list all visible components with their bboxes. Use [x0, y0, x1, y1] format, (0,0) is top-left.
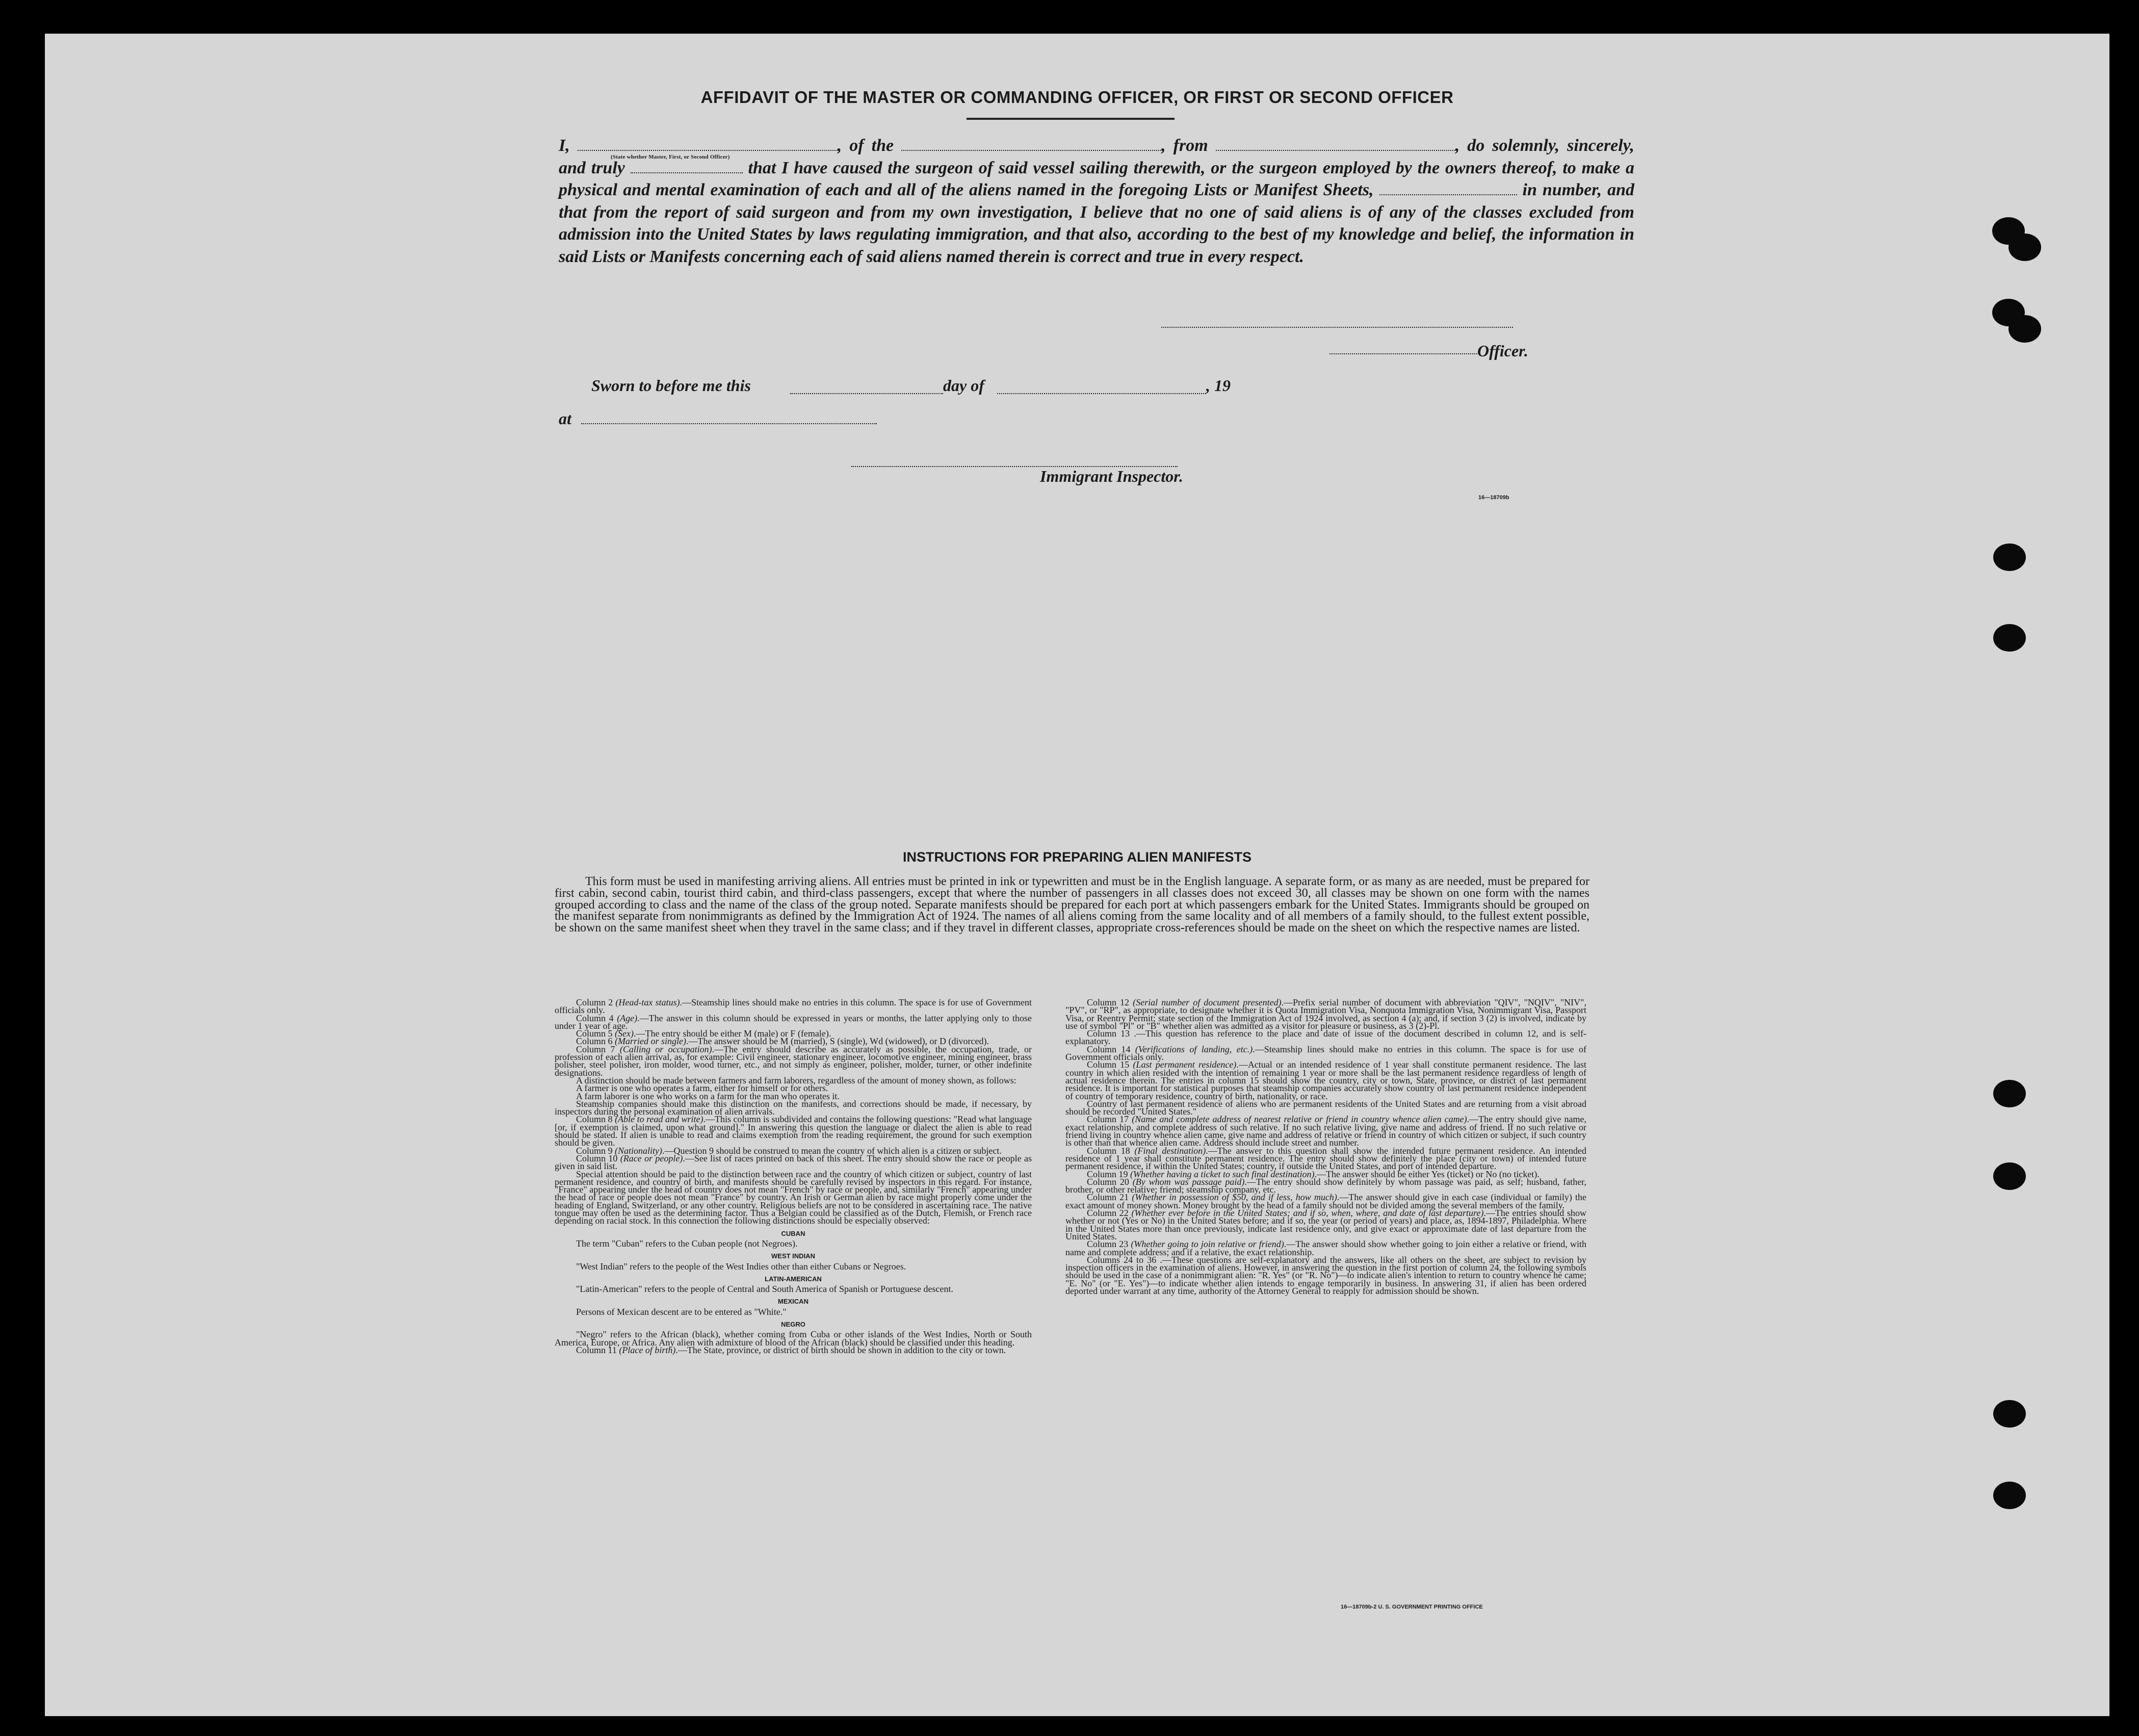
instruction-text: Steamship companies should make this distinction on the manifests, and corrections should be made, if necessary, by inspectors during the personal examination of alien arrivals. — [555, 1098, 1032, 1117]
column-number: Column 4 — [576, 1013, 617, 1023]
race-definition: "West Indian" refers to the people of the West Indies other than either Cubans or Negroes. — [576, 1261, 906, 1272]
instruction-paragraph — [555, 1046, 1032, 1077]
race-definition: "Latin-American" refers to the people of Central and South America of Spanish or Portuguese descent. — [576, 1284, 953, 1294]
affidavit-title: AFFIDAVIT OF THE MASTER OR COMMANDING OFFICER, OR FIRST OR SECOND OFFICER — [700, 88, 1454, 107]
instruction-text: .—Steamship lines should make no entries in this column. The space is for use of Government officials only. — [555, 997, 1032, 1016]
race-definition: The term "Cuban" refers to the Cuban people (not Negroes). — [576, 1238, 798, 1249]
instruction-paragraph — [1065, 1100, 1586, 1116]
column-number: Column 14 — [1087, 1044, 1135, 1054]
printing-office-footer: 16—18709b-2 U. S. GOVERNMENT PRINTING OFFICE — [1341, 1604, 1483, 1610]
race-definition: Persons of Mexican descent are to be entered as "White." — [576, 1306, 787, 1317]
column-number: Column 20 — [1087, 1176, 1133, 1187]
column-label: (Race or people) — [620, 1153, 683, 1163]
instruction-paragraph — [1065, 1061, 1586, 1100]
instruction-paragraph — [555, 1155, 1032, 1171]
instruction-paragraph — [1065, 1046, 1586, 1061]
port-from-blank[interactable] — [1216, 137, 1455, 151]
sworn-label: Sworn to before me this — [591, 376, 751, 395]
instructions-left-column — [555, 999, 1032, 1354]
instruction-paragraph — [1065, 1240, 1586, 1256]
column-label: (Able to read and write) — [615, 1114, 703, 1125]
oath-affirm-blank[interactable] — [631, 159, 743, 173]
punch-hole — [2008, 234, 2041, 261]
column-label: (Age) — [617, 1013, 638, 1023]
column-number: Column 9 — [576, 1145, 615, 1156]
instruction-text: .—The answer should show whether going to join either a relative or friend, with name and complete address; and if a relative, the exact relationship. — [1065, 1239, 1586, 1257]
column-label: (Sex) — [615, 1028, 634, 1039]
sworn-place-blank[interactable] — [581, 422, 877, 424]
instruction-text: .—This question has reference to the place and date of issue of the document described in column 12, and is self-explanatory. — [1065, 1028, 1586, 1047]
instruction-text: Special attention should be paid to the distinction between race and the country of which citizen or subject, country of last permanent residence, and country of birth, and manifests should be carefully revised by inspectors in this regard. For instance, "France" appearing under the head of country does not mean "French" by race or people, and, similarly "French" appearing under the head of race or people does not mean "France" by country. An Irish or German alien by race might properly come under the heading of England, Switzerland, or any other country. Religious beliefs are not to be considered in ascertaining race. The native tongue may often be used as the determining factor. Thus a Belgian could be classified as of the Dutch, Flemish, or French race depending on racial stock. In this connection the following distinctions should be especially observed: — [555, 1169, 1032, 1226]
sworn-month-blank[interactable] — [997, 392, 1206, 394]
punch-hole — [2008, 315, 2041, 343]
day-of-label: day of — [943, 376, 984, 395]
instruction-paragraph — [555, 1171, 1032, 1225]
column-label: (Whether going to join relative or friend) — [1131, 1239, 1284, 1250]
manifest-back-page — [45, 34, 2109, 1716]
instructions-title: INSTRUCTIONS FOR PREPARING ALIEN MANIFESTS — [902, 849, 1252, 865]
column-number: Column 2 — [576, 997, 616, 1007]
column-number: Column 7 — [576, 1044, 620, 1054]
race-heading: MEXICAN — [778, 1298, 808, 1306]
sheet-count-blank[interactable] — [1379, 181, 1517, 195]
race-heading: WEST INDIAN — [771, 1252, 815, 1260]
column-label: (Name and complete address of nearest relative or friend in country whence alien came) — [1132, 1114, 1467, 1125]
instruction-text: A farm laborer is one who works on a farm for the man who operates it. — [576, 1091, 840, 1101]
instruction-paragraph — [555, 999, 1032, 1015]
instruction-text: .—See list of races printed on back of this sheet. The entry should show the race or people as given in said list. — [555, 1153, 1032, 1172]
instruction-paragraph — [555, 1346, 1032, 1354]
vessel-name-blank[interactable] — [901, 137, 1161, 151]
column-number: Column 8 — [576, 1114, 615, 1125]
column-number: Columns 24 to 36 — [1087, 1254, 1160, 1265]
instruction-text: .—The entries should show whether or not (Yes or No) in the United States before; and if so, the year (or period of years) and place, as, 1894-1897, Philadelphia. Where in the United States more than once previously, indicate last residence only, and give exact or approximate date of last departure from the United States. — [1065, 1208, 1586, 1241]
punch-hole — [1993, 543, 2026, 571]
column-number: Column 13 — [1087, 1028, 1134, 1039]
instruction-paragraph — [1065, 1116, 1586, 1147]
instruction-text: .—Steamship lines should make no entries in this column. The space is for use of Government officials only. — [1065, 1044, 1586, 1063]
inspector-label: Immigrant Inspector. — [1040, 467, 1183, 485]
column-label: (By whom was passage paid) — [1132, 1176, 1245, 1187]
instruction-text: .—Prefix serial number of document with abbreviation "QIV", "NQIV", "NIV", "PV", or "RP", as appropriate, to designate whether it is Quota Immigration Visa, Nonquota Immigration Visa, Nonimmigrant Visa, Passport Visa, or Reentry Permit; state section of the Immigration Act of 1924 involved, as section 4 (a); and, if section 3 (2) is involved, indicate by use of symbol "Pl" or "B" whether alien was admitted as a visitor for pleasure or business, as 3 (2)-Pl. — [1065, 997, 1586, 1031]
column-label: (Whether in possession of $50, and if less, how much) — [1132, 1192, 1337, 1203]
instructions-right-column — [1065, 999, 1586, 1295]
punch-hole — [1993, 1482, 2026, 1509]
race-heading: NEGRO — [781, 1320, 805, 1328]
punch-hole — [1993, 1400, 2026, 1428]
column-number: Column 17 — [1087, 1114, 1132, 1125]
at-label: at — [559, 409, 571, 428]
officer-label: Officer. — [1477, 342, 1528, 360]
instruction-text: .—The entry should show definitely by whom passage was paid, as self; husband, father, brother, or other relative; friend; steamship company, etc. — [1065, 1176, 1586, 1195]
instruction-text: .—The answer to this question shall show the intended future permanent residence. An intended residence of 1 year shall constitute permanent residence. The entry should show definitely the place (city or town) of intended future permanent residence, if within the United States; country, if outside the United States, and port of intended departure. — [1065, 1145, 1586, 1172]
instruction-paragraph — [555, 1015, 1032, 1030]
instruction-text: Country of last permanent residence of aliens who are permanent residents of the United States and are returning from a visit abroad should be recorded "United States." — [1065, 1098, 1586, 1117]
instruction-text: .—The answer should be either Yes (ticket) or No (no ticket). — [1314, 1169, 1540, 1179]
officer-rank-note: (State whether Master, First, or Second Officer) — [611, 154, 730, 160]
column-number: Column 11 — [576, 1344, 619, 1355]
column-number: Column 18 — [1087, 1145, 1135, 1156]
instruction-paragraph — [1065, 1178, 1586, 1194]
instruction-paragraph — [1065, 1147, 1586, 1171]
instruction-text: A farmer is one who operates a farm, either for himself or for others. — [576, 1083, 828, 1094]
column-number: Column 5 — [576, 1028, 615, 1039]
affidavit-form-number: 16—18709b — [1478, 495, 1509, 501]
punch-hole — [1993, 1162, 2026, 1190]
column-number: Column 23 — [1087, 1239, 1131, 1250]
instruction-text: .—Question 9 should be construed to mean the country of which alien is a citizen or subject. — [662, 1145, 1002, 1156]
column-label: (Verifications of landing, etc.) — [1135, 1044, 1253, 1054]
column-label: (Last permanent residence) — [1133, 1059, 1237, 1070]
punch-hole — [1993, 624, 2026, 652]
column-label: (Nationality) — [615, 1145, 663, 1156]
officer-rank-blank[interactable] — [578, 137, 838, 151]
column-label: (Serial number of document presented) — [1133, 997, 1282, 1007]
column-number: Column 12 — [1087, 997, 1133, 1007]
column-number: Column 6 — [576, 1036, 615, 1047]
officer-signature-line[interactable] — [1161, 326, 1513, 328]
column-number: Column 22 — [1087, 1208, 1132, 1219]
column-label: (Head-tax status) — [615, 997, 680, 1007]
column-label: (Final destination) — [1134, 1145, 1206, 1156]
instruction-text: .—This column is subdivided and contains the following questions: "Read what language [or, if exemption is claimed, upon what ground]." In answering this question the language or dialect the alien is able to read should be stated. If alien is unable to read and claims exemption from the reading requirement, the ground for such exemption should be given. — [555, 1114, 1032, 1148]
column-number: Column 15 — [1087, 1059, 1133, 1070]
officer-rank-line[interactable] — [1329, 352, 1477, 354]
year-label: , 19 — [1206, 376, 1231, 395]
column-label: (Place of birth) — [619, 1344, 676, 1355]
instruction-text: .—The answer in this column should be expressed in years or months, the latter applying only to those under 1 year of age. — [555, 1013, 1032, 1031]
race-definition: "Negro" refers to the African (black), whether coming from Cuba or other islands of the West Indies, North or South America, Europe, or Africa. Any alien with admixture of blood of the African (black) should be classified under this heading. — [555, 1329, 1032, 1348]
instruction-text: .—Actual or an intended residence of 1 year shall constitute permanent residence. The last country in which alien resided with the intention of remaining 1 year or more shall be the last permanent residence regardless of length of actual residence therein. The entries in column 15 should show the country, city or town, State, province, or district of last permanent residence. It is important for statistical purposes that steamship companies accurately show country of last permanent residence independent of country of temporary residence, country of birth, nationality, or race. — [1065, 1059, 1586, 1101]
instruction-paragraph — [1065, 999, 1586, 1030]
instruction-text: .—The entry should be either M (male) or F (female). — [633, 1028, 831, 1039]
column-number: Column 19 — [1087, 1169, 1131, 1179]
race-heading: CUBAN — [781, 1229, 805, 1237]
instruction-paragraph — [1065, 1209, 1586, 1240]
instruction-text: .—The answer should be M (married), S (single), Wd (widowed), or D (divorced). — [686, 1036, 989, 1047]
instruction-text: .—The entry should describe as accurately as possible, the occupation, trade, or profession of each alien arrival, as, for example: Civil engineer, stationary engineer, locomotive engineer, mining engineer, brass polisher, steel polisher, iron molder, wood turner, etc., and not simply as engineer, polisher, molder, turner, or other indefinite designations. — [555, 1044, 1032, 1078]
instruction-text: .—These questions are self-explanatory and the answers, like all others on the sheet, are subject to revision by inspection officers in the examination of aliens. However, in answering the question in the first portion of column 24, the following symbols should be used in the case of a nonimmigrant alien: "R. Yes" (or "R. No")—to indicate alien's intention to return to country whence he came; "E. No" (or "E. Yes")—to indicate whether alien intends to engage temporarily in business. In answering 31, if alien has been ordered deported under warrant at any time, authority of the Attorney General to reapply for admission should be shown. — [1065, 1254, 1586, 1296]
instruction-text: .—The answer should give in each case (individual or family) the exact amount of money shown. Money brought by the head of a family should not be divided among the several members of the family. — [1065, 1192, 1586, 1210]
instruction-text: A distinction should be made between farmers and farm laborers, regardless of the amount of money shown, as follows: — [576, 1075, 1016, 1085]
instruction-paragraph — [555, 1100, 1032, 1116]
column-number: Column 10 — [576, 1153, 620, 1163]
instruction-text: .—The State, province, or district of birth should be shown in addition to the city or town. — [675, 1344, 1006, 1355]
affidavit-text: I, , of the , from , do solemnly, sincerely, and truly that I have caused the surgeon of said vessel sailing therewith, or the surgeon employed by the owners thereof, to make a physical and mental examination of each and all of the aliens named in the foregoing Lists or Manifest Sheets, in number, and that from the report of said surgeon and from my own investigation, I believe that no one of said aliens is of any of the classes excluded from admission into the United States by laws regulating immigration, and that also, according to the best of my knowledge and belief, the information in said Lists or Manifests concerning each of said aliens named therein is correct and true in every respect. — [559, 136, 1635, 266]
instruction-paragraph — [1065, 1194, 1586, 1209]
instructions-intro: This form must be used in manifesting arriving aliens. All entries must be printed in ink or typewritten and must be in the English language. A separate form, or as many as are needed, must be prepared for first cabin, second cabin, tourist third cabin, and third-class passengers, except that where the number of passengers in all classes does not exceed 30, all classes may be shown on one form with the names grouped according to class and the name of the class of the group noted. Separate manifests should be prepared for each port at which passengers embark for the United States. Immigrants should be grouped on the manifest separate from nonimmigrants as defined by the Immigration Act of 1924. The names of all aliens coming from the same locality and of all members of a family should, to the fullest extent possible, be shown on the same manifest sheet when they travel in the same class; and if they travel in different classes, appropriate cross-references should be made on the sheet on which the respective names are listed. — [555, 875, 1589, 935]
column-label: (Married or single) — [615, 1036, 686, 1047]
column-number: Column 21 — [1087, 1192, 1132, 1203]
instruction-text: .—The entry should give name, exact relationship, and complete address of such relative. If no such relative living, give name and address of friend. If no such relative or friend living in country whence alien came, give name and address of relative or friend in country of which citizen or subject, if such country is other than that whence alien came. Address should include street and number. — [1065, 1114, 1586, 1148]
punch-hole — [1993, 1080, 2026, 1107]
column-label: (Whether ever before in the United States; and if so, when, where, and date of last departure) — [1131, 1208, 1484, 1219]
instruction-paragraph — [555, 1116, 1032, 1147]
sworn-day-blank[interactable] — [790, 392, 943, 394]
title-underline — [967, 118, 1175, 120]
race-heading: LATIN-AMERICAN — [765, 1275, 822, 1283]
column-label: (Whether having a ticket to such final destination) — [1130, 1169, 1315, 1179]
column-label: (Calling or occupation) — [619, 1044, 712, 1054]
instruction-paragraph — [1065, 1256, 1586, 1295]
instruction-paragraph — [1065, 1030, 1586, 1046]
